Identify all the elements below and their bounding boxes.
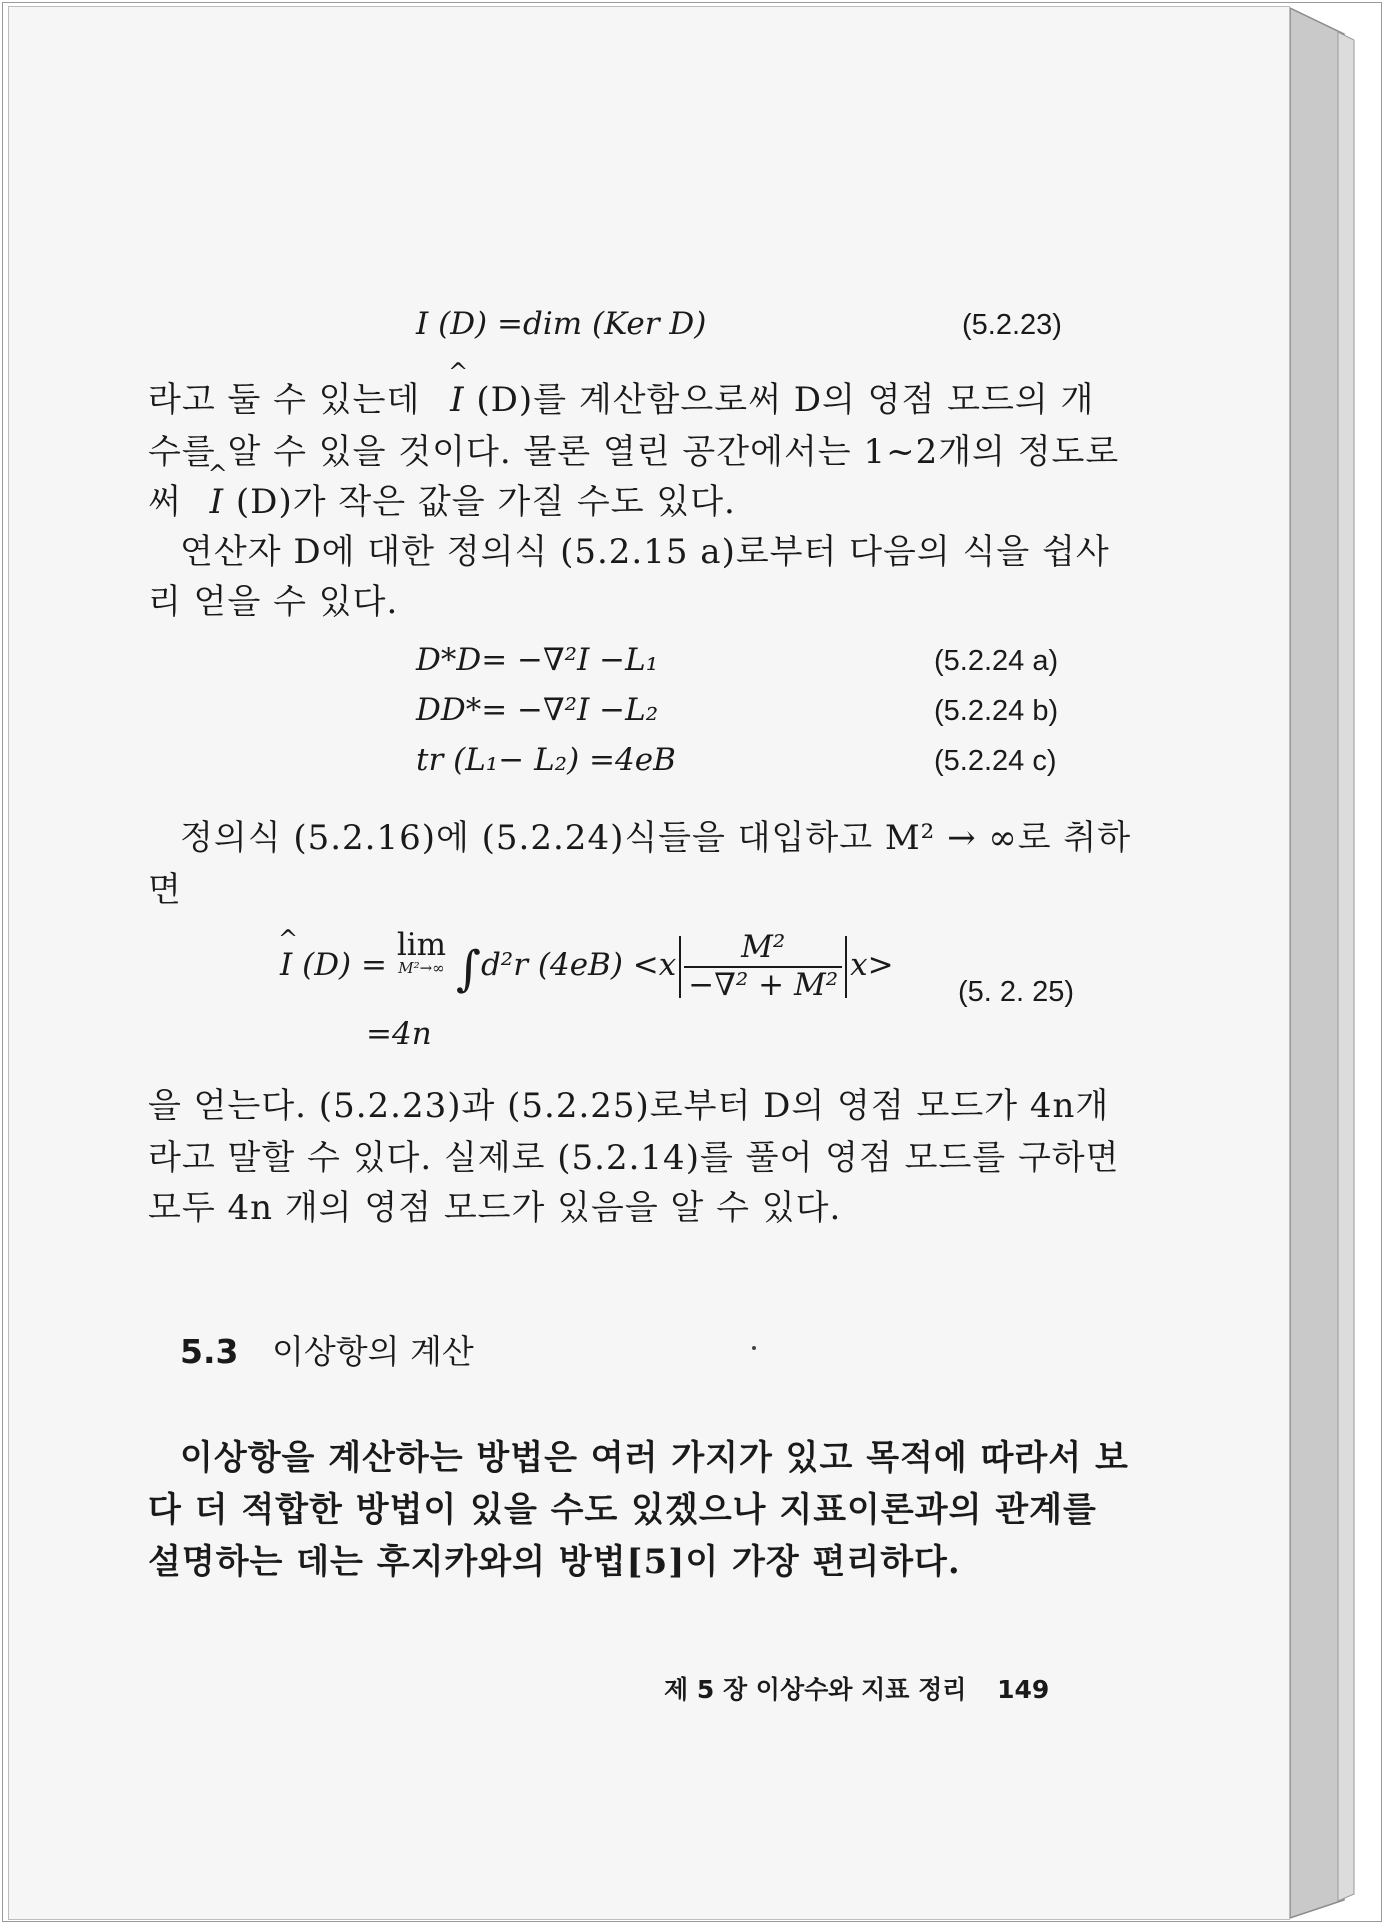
lhs-text: (D) = bbox=[302, 947, 387, 984]
paragraph-line: 이상항을 계산하는 방법은 여러 가지가 있고 목적에 따라서 보 bbox=[180, 1438, 1129, 1478]
hat-i-symbol: ^ I bbox=[280, 947, 292, 983]
paragraph-line: 라고 말할 수 있다. 실제로 (5.2.14)를 풀어 영점 모드를 구하면 bbox=[148, 1138, 1120, 1178]
bra-bar bbox=[679, 936, 681, 998]
integrand: d²r (4eB) <x bbox=[480, 947, 677, 984]
equation-5-2-24a: D*D= −∇²I −L₁ bbox=[416, 642, 659, 678]
equation-5-2-24b: DD*= −∇²I −L₂ bbox=[416, 692, 659, 728]
book-edge bbox=[1282, 4, 1382, 1922]
equation-number: (5.2.24 c) bbox=[934, 745, 1057, 777]
equation-5-2-24c: tr (L₁− L₂) =4eB bbox=[416, 742, 676, 778]
paragraph-line bbox=[148, 474, 736, 523]
paragraph-line: 리 얻을 수 있다. bbox=[148, 582, 399, 622]
ket-bar bbox=[845, 936, 847, 998]
fraction-denominator: −∇² + M² bbox=[688, 966, 839, 1003]
lim-subscript: M²→∞ bbox=[398, 959, 445, 977]
equation-number: (5. 2. 25) bbox=[958, 976, 1075, 1008]
paragraph-line: 설명하는 데는 후지카와의 방법[5]이 가장 편리하다. bbox=[148, 1542, 961, 1582]
paragraph-line: 을 얻는다. (5.2.23)과 (5.2.25)로부터 D의 영점 모드가 4n개 bbox=[148, 1086, 1110, 1126]
section-number: 5.3 bbox=[180, 1332, 239, 1371]
section-heading bbox=[180, 1326, 474, 1373]
chapter-title: 제 5 장 이상수와 지표 정리 bbox=[664, 1675, 967, 1704]
paragraph-line: 다 더 적합한 방법이 있을 수도 있겠으나 지표이론과의 관계를 bbox=[148, 1490, 1097, 1530]
equation-number: (5.2.24 b) bbox=[934, 695, 1059, 727]
paragraph-line: 면 bbox=[148, 870, 182, 910]
equation-5-2-25 bbox=[280, 927, 894, 1003]
hat-i-symbol: ^ I bbox=[450, 380, 464, 420]
lim-label: lim bbox=[396, 927, 447, 963]
equation-result: =4n bbox=[366, 1016, 432, 1052]
speck bbox=[752, 1346, 756, 1350]
page-number: 149 bbox=[997, 1675, 1050, 1704]
paragraph-line: 모두 4n 개의 영점 모드가 있음을 알 수 있다. bbox=[148, 1188, 842, 1228]
running-footer bbox=[664, 1670, 1049, 1706]
fraction bbox=[684, 930, 842, 1003]
integral-sign-icon: ∫ bbox=[455, 941, 481, 998]
limit bbox=[396, 927, 447, 977]
section-title: 이상항의 계산 bbox=[271, 1332, 474, 1371]
hat-i-symbol: ^ I bbox=[210, 482, 224, 522]
text-span: (D)가 작은 값을 가질 수도 있다. bbox=[235, 482, 736, 522]
equation-5-2-23: I (D) =dim (Ker D) bbox=[416, 306, 707, 342]
text-span: 써 bbox=[148, 482, 182, 522]
paragraph-line bbox=[148, 372, 1094, 421]
equation-number: (5.2.24 a) bbox=[934, 645, 1059, 677]
ket-text: x> bbox=[850, 947, 894, 984]
text-span: (D)를 계산함으로써 D의 영점 모드의 개 bbox=[476, 380, 1095, 420]
paragraph-line: 연산자 D에 대한 정의식 (5.2.15 a)로부터 다음의 식을 쉽사 bbox=[180, 532, 1110, 572]
paragraph-line: 정의식 (5.2.16)에 (5.2.24)식들을 대입하고 M² → ∞로 취하 bbox=[180, 818, 1132, 858]
fraction-numerator: M² bbox=[684, 930, 842, 968]
paragraph-line: 수를 알 수 있을 것이다. 물론 열린 공간에서는 1~2개의 정도로 bbox=[148, 432, 1120, 472]
text-span: 라고 둘 수 있는데 bbox=[148, 380, 421, 420]
equation-number: (5.2.23) bbox=[962, 309, 1062, 341]
